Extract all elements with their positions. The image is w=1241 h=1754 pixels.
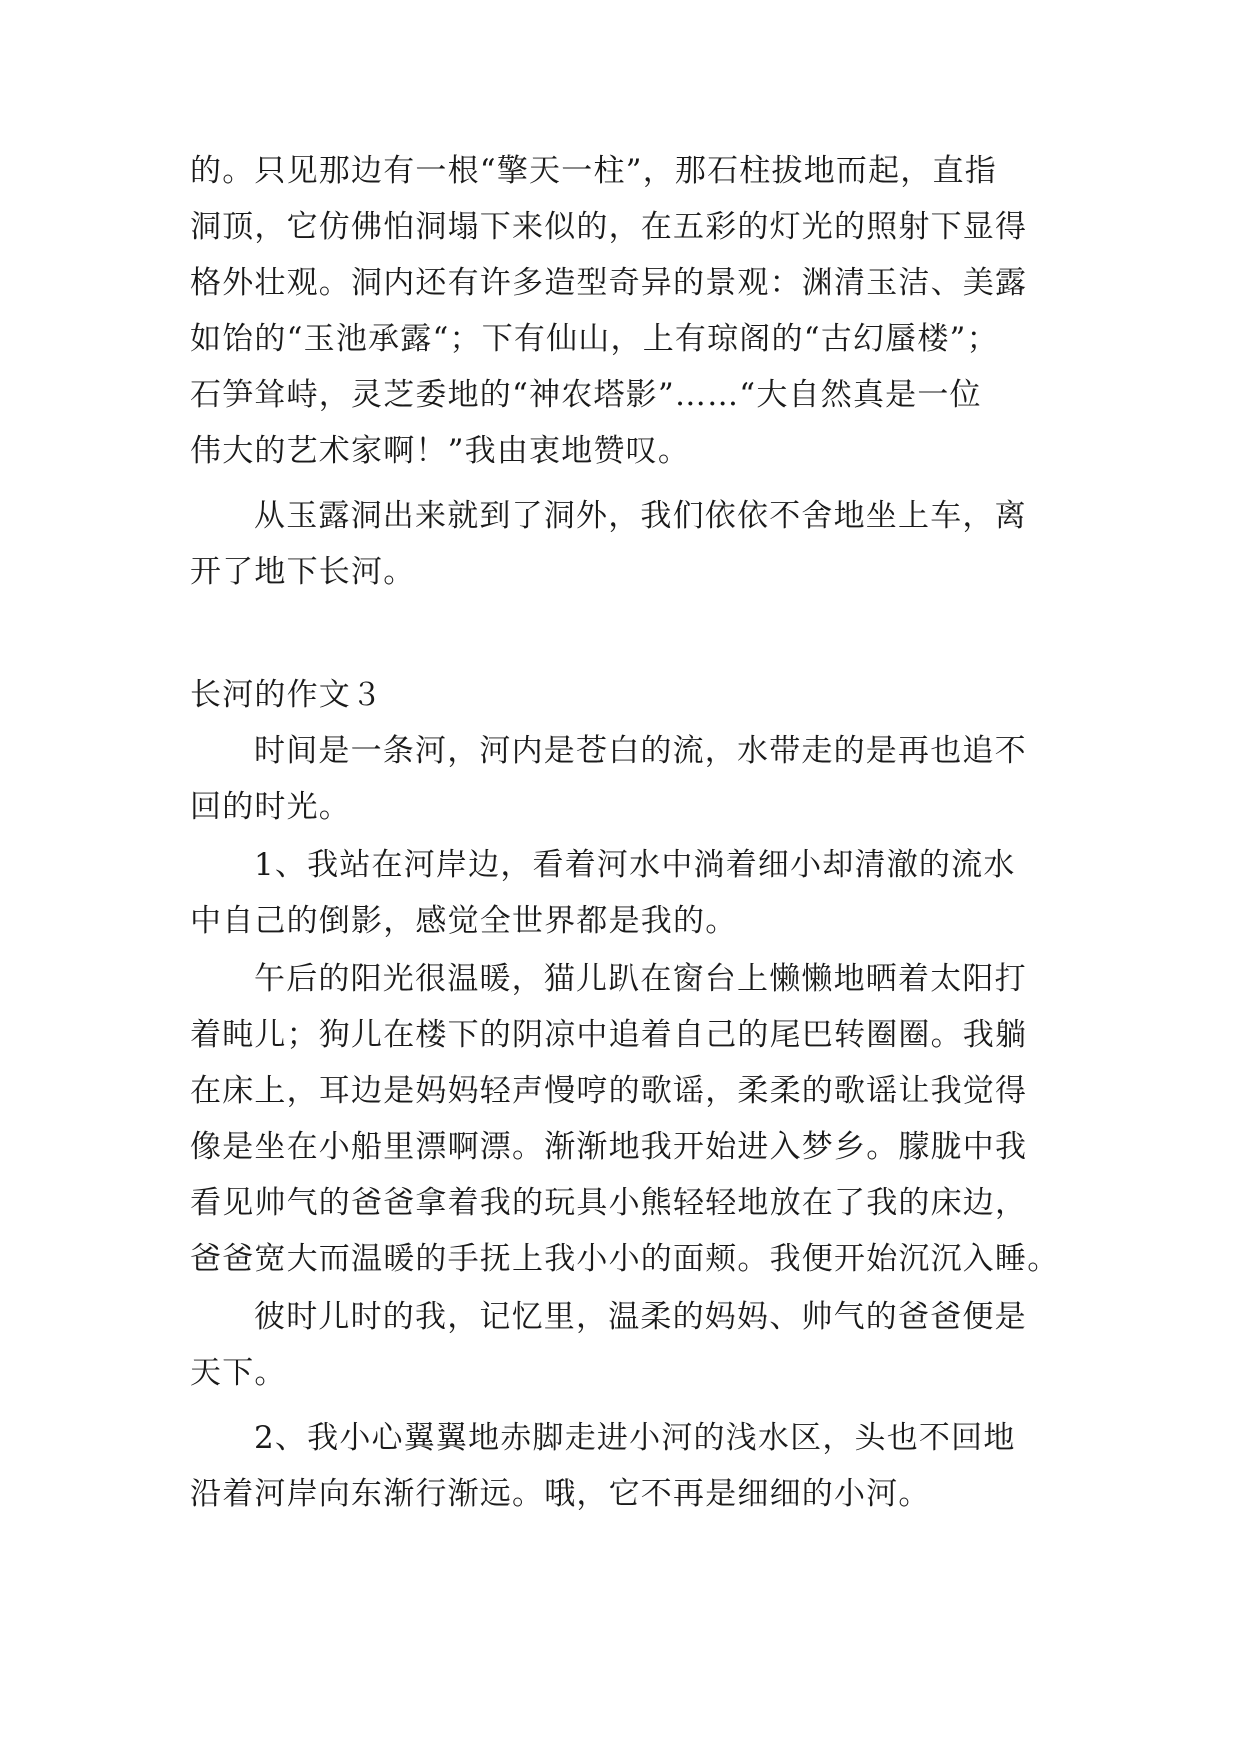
text-line: 如饴的“玉池承露“；下有仙山，上有琼阁的“古幻蜃楼”； bbox=[190, 321, 999, 357]
text-line: 着盹儿；狗儿在楼下的阴凉中追着自己的尾巴转圈圈。我躺 bbox=[190, 1017, 1028, 1053]
text-line: 开了地下长河。 bbox=[190, 554, 416, 590]
text-line: 格外壮观。洞内还有许多造型奇异的景观：渊清玉洁、美露 bbox=[190, 265, 1028, 301]
text-line: 石笋耸峙，灵芝委地的“神农塔影”……“大自然真是一位 bbox=[190, 377, 982, 413]
text-line: 像是坐在小船里漂啊漂。渐渐地我开始进入梦乡。朦胧中我 bbox=[190, 1129, 1028, 1165]
text-line: 洞顶，它仿佛怕洞塌下来似的，在五彩的灯光的照射下显得 bbox=[190, 209, 1028, 245]
text-line: 回的时光。 bbox=[190, 789, 351, 825]
paragraph-first-line: 时间是一条河，河内是苍白的流，水带走的是再也追不 bbox=[254, 733, 1027, 769]
paragraph-first-line: 2、我小心翼翼地赤脚走进小河的浅水区，头也不回地 bbox=[254, 1420, 1016, 1456]
text-line: 沿着河岸向东渐行渐远。哦，它不再是细细的小河。 bbox=[190, 1476, 931, 1512]
text-line: 天下。 bbox=[190, 1355, 287, 1391]
text-line: 中自己的倒影，感觉全世界都是我的。 bbox=[190, 903, 738, 939]
paragraph-first-line: 从玉露洞出来就到了洞外，我们依依不舍地坐上车，离 bbox=[254, 498, 1027, 534]
text-line: 看见帅气的爸爸拿着我的玩具小熊轻轻地放在了我的床边， bbox=[190, 1185, 1028, 1221]
text-line: 伟大的艺术家啊！”我由衷地赞叹。 bbox=[190, 433, 691, 469]
text-line: 在床上，耳边是妈妈轻声慢哼的歌谣，柔柔的歌谣让我觉得 bbox=[190, 1073, 1028, 1109]
section-heading: 长河的作文３ bbox=[190, 677, 384, 713]
paragraph-first-line: 1、我站在河岸边，看着河水中淌着细小却清澈的流水 bbox=[254, 847, 1016, 883]
text-line: 的。只见那边有一根“擎天一柱”，那石柱拔地而起，直指 bbox=[190, 153, 997, 189]
paragraph-first-line: 彼时儿时的我，记忆里，温柔的妈妈、帅气的爸爸便是 bbox=[254, 1299, 1027, 1335]
paragraph-first-line: 午后的阳光很温暖，猫儿趴在窗台上懒懒地晒着太阳打 bbox=[254, 961, 1027, 997]
text-line: 爸爸宽大而温暖的手抚上我小小的面颊。我便开始沉沉入睡。 bbox=[190, 1241, 1060, 1277]
